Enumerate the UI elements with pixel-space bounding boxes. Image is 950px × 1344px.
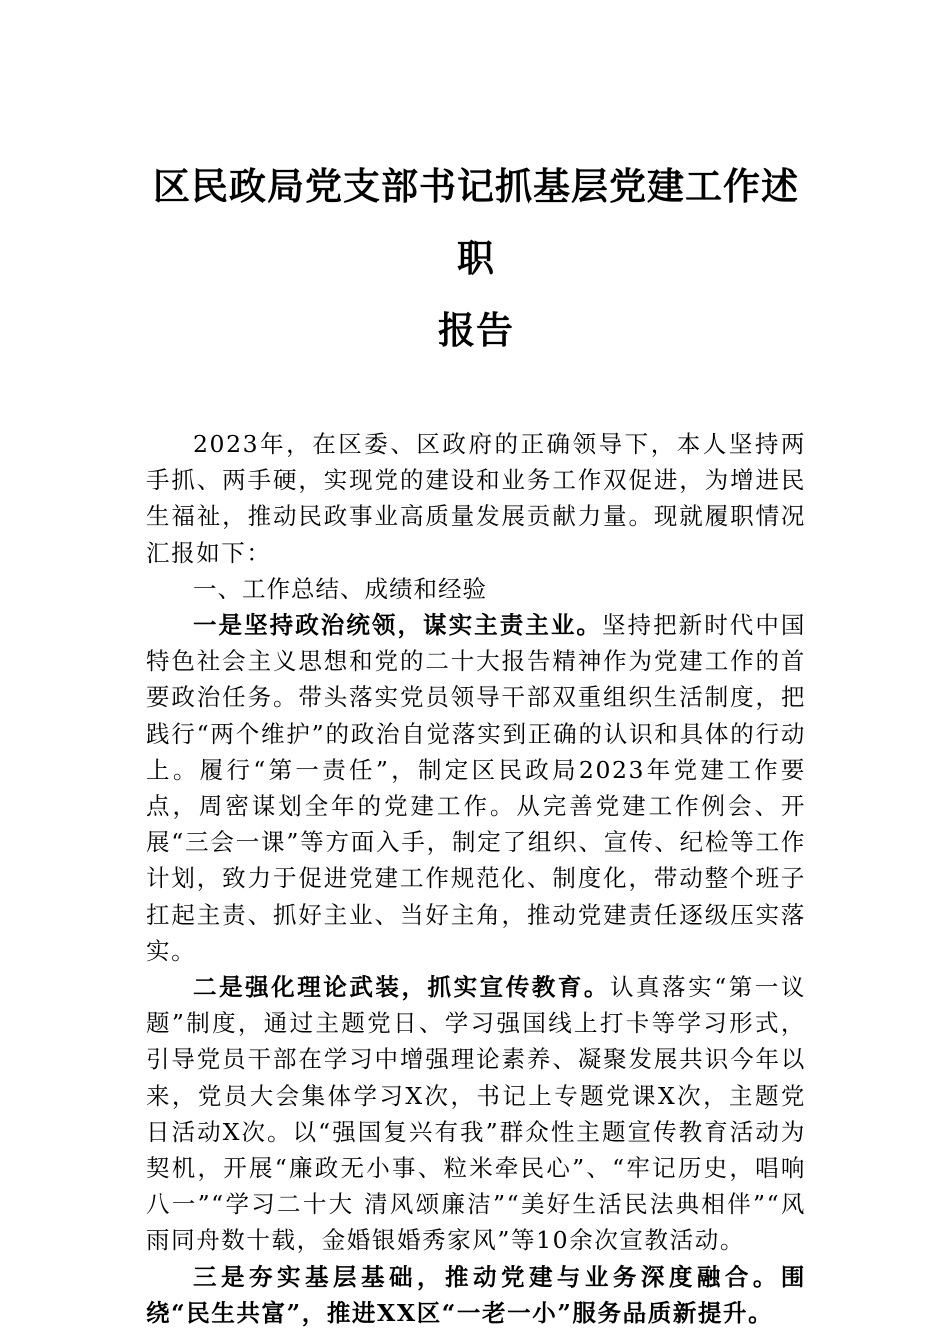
- document-title: [146, 150, 806, 366]
- item-2-body: 认真落实“第一议题”制度，通过主题党日、学习强国线上打卡等学习形式，引导党员干部在学习中增强理论素养、凝聚发展共识今年以来，党员大会集体学习X次，书记上专题党课X次，主题党日活动X次。以“强国复兴有我”群众性主题宣传教育活动为契机，开展“廉政无小事、粒米牵民心”、“牢记历史，唱响八一”“学习二十大 清风颂廉洁”“美好生活民法典相伴”“风雨同舟数十载，金婚银婚秀家风”等10余次宣教活动。: [146, 973, 806, 1255]
- section-heading: 一、工作总结、成绩和经验: [193, 574, 487, 603]
- document-body: [146, 426, 806, 1331]
- item-3-paragraph: 三是夯实基层基础，推动党建与业务深度融合。围绕“民生共富”，推进XX区“一老一小”服务品质新提升。: [146, 1262, 806, 1327]
- title-line-2: 报告: [438, 308, 514, 352]
- item-1-body: 坚持把新时代中国特色社会主义思想和党的二十大报告精神作为党建工作的首要政治任务。带头落实党员领导干部双重组织生活制度，把践行“两个维护”的政治自觉落实到正确的认识和具体的行动上。履行“第一责任”，制定区民政局2023年党建工作要点，周密谋划全年的党建工作。从完善党建工作例会、开展“三会一课”等方面入手，制定了组织、宣传、纪检等工作计划，致力于促进党建工作规范化、制度化，带动整个班子扛起主责、抓好主业、当好主角，推动党建责任逐级压实落实。: [146, 611, 806, 965]
- item-1-lead: 一是坚持政治统领，谋实主责主业。: [193, 611, 602, 640]
- item-2-lead: 二是强化理论武装，抓实宣传教育。: [193, 973, 610, 1002]
- item-2-paragraph: [146, 969, 806, 1259]
- title-line-1: 区民政局党支部书记抓基层党建工作述职: [153, 164, 799, 280]
- document-page: [146, 150, 806, 1331]
- intro-paragraph: 2023年，在区委、区政府的正确领导下，本人坚持两手抓、两手硬，实现党的建设和业务工作双促进，为增进民生福祉，推动民政事业高质量发展贡献力量。现就履职情况汇报如下：: [146, 430, 806, 567]
- item-1-paragraph: [146, 607, 806, 969]
